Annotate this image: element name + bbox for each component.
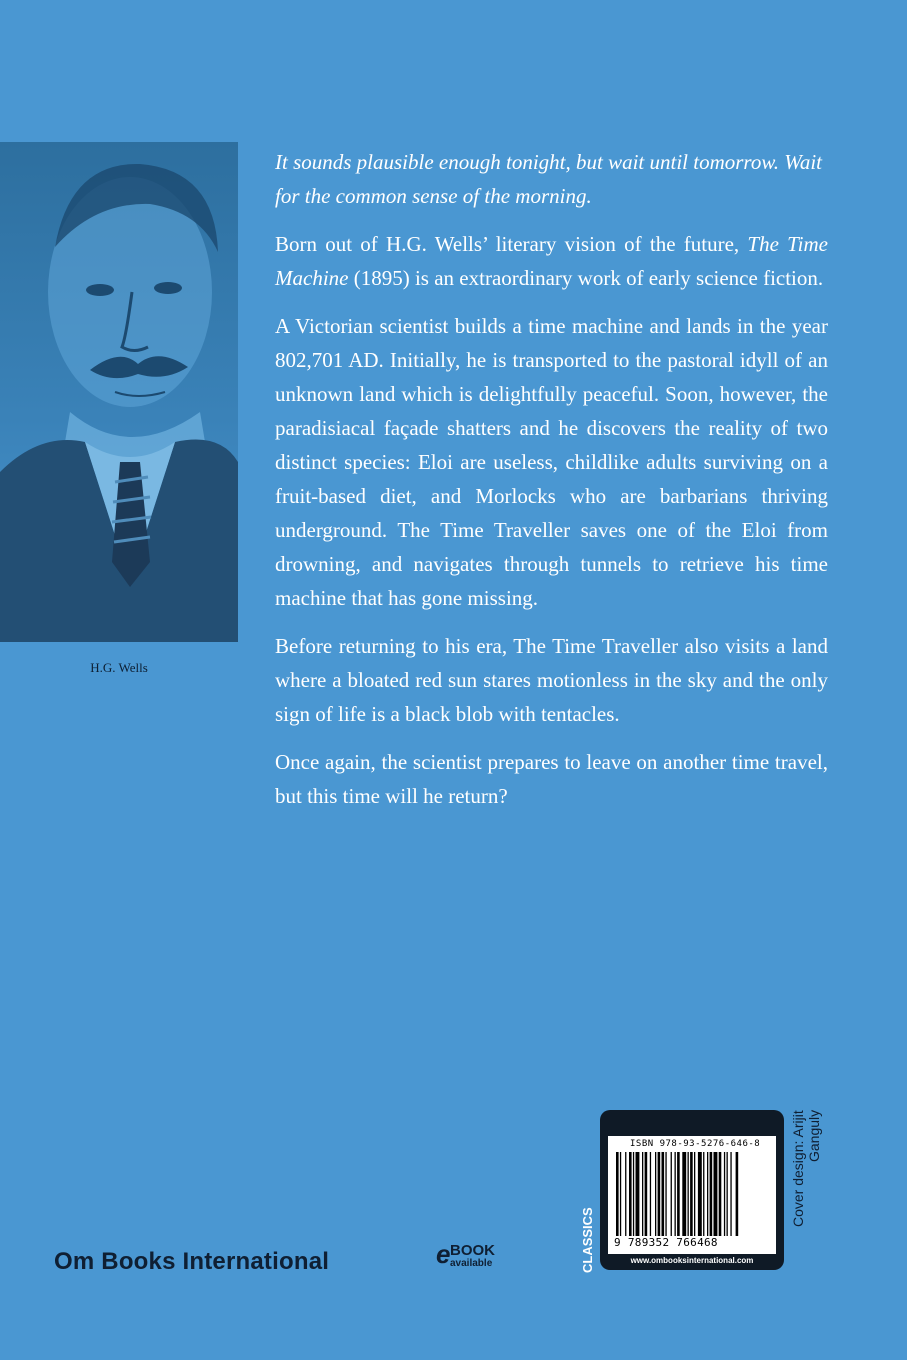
barcode-bar <box>658 1152 661 1236</box>
blurb-paragraph-3: Before returning to his era, The Time Traveller also visits a land where a bloated red sun stares motionless in the sky and the only sign of life is a black blob with tentacles. <box>275 634 828 726</box>
publisher-rest: Books International <box>94 1248 330 1275</box>
book-title: The Time Machine <box>275 232 829 290</box>
portrait-illustration <box>0 142 238 642</box>
barcode-bar <box>675 1152 676 1236</box>
blurb-paragraph-4: Once again, the scientist prepares to leave on another time travel, but this time will he return? <box>275 750 828 808</box>
barcode-bar <box>662 1152 665 1236</box>
barcode-bar <box>633 1152 634 1236</box>
barcode-bar <box>682 1152 686 1236</box>
barcode-bars <box>616 1152 768 1236</box>
ebook-badge <box>436 1239 495 1269</box>
barcode-bar <box>642 1152 643 1236</box>
publisher-om: Om <box>54 1248 95 1275</box>
barcode-bar <box>645 1152 648 1236</box>
ebook-book: BOOK <box>450 1242 495 1259</box>
para1-after: (1895) is an extraordinary work of early science fiction. <box>348 266 824 290</box>
barcode-bar <box>690 1152 693 1236</box>
category-label: CLASSICS <box>580 1207 595 1273</box>
barcode-bar <box>636 1152 640 1236</box>
para1-before: Born out of H.G. Wells’ literary vision of the future, <box>275 232 748 256</box>
barcode-bar <box>698 1152 702 1236</box>
barcode-bar <box>665 1152 666 1236</box>
barcode-bar <box>694 1152 695 1236</box>
ebook-available: available <box>450 1258 493 1269</box>
barcode-bar <box>620 1152 621 1236</box>
barcode-bar <box>710 1152 713 1236</box>
publisher-logo <box>54 1248 329 1276</box>
barcode-bar <box>625 1152 626 1236</box>
portrait-caption: H.G. Wells <box>90 660 148 675</box>
barcode-bar <box>703 1152 704 1236</box>
barcode-digits: 9 789352 766468 <box>614 1236 718 1249</box>
barcode-bar <box>629 1152 632 1236</box>
barcode-bar <box>655 1152 656 1236</box>
blurb-paragraph-2: A Victorian scientist builds a time machine and lands in the year 802,701 AD. Initially, he is transported to the pastoral idyll of an unknown land which is delightfully peaceful. Soon, however, the paradisiacal façade shatters and he discovers the reality of two distinct species: Eloi are useless, childlike adults surviving on a fruit-based diet, and Morlocks who are barbarians thriving underground. The Time Traveller saves one of the Eloi from drowning, and navigates through tunnels to retrieve his time machine that has gone missing. <box>275 314 828 610</box>
isbn-label: ISBN 978-93-5276-646-8 <box>630 1139 761 1149</box>
barcode-bar <box>707 1152 708 1236</box>
blurb-paragraph-1 <box>275 227 828 295</box>
barcode-bar <box>688 1152 689 1236</box>
author-portrait <box>0 142 238 642</box>
barcode-bar <box>730 1152 731 1236</box>
publisher-website: www.ombooksinternational.com <box>630 1256 754 1265</box>
barcode-bar <box>727 1152 728 1236</box>
barcode-bar <box>714 1152 718 1236</box>
barcode <box>608 1136 776 1254</box>
barcode-bar <box>671 1152 672 1236</box>
blurb <box>275 145 828 827</box>
barcode-bar <box>724 1152 725 1236</box>
ebook-e: e <box>436 1239 451 1269</box>
cover-credit: Cover design: Arijit Ganguly <box>790 1110 822 1227</box>
barcode-bar <box>650 1152 651 1236</box>
barcode-bar <box>677 1152 680 1236</box>
barcode-bar <box>719 1152 722 1236</box>
barcode-panel <box>600 1110 784 1270</box>
blurb-quote: It sounds plausible enough tonight, but wait until tomorrow. Wait for the common sense of the morning. <box>275 150 823 208</box>
barcode-bar <box>736 1152 739 1236</box>
barcode-bar <box>616 1152 619 1236</box>
